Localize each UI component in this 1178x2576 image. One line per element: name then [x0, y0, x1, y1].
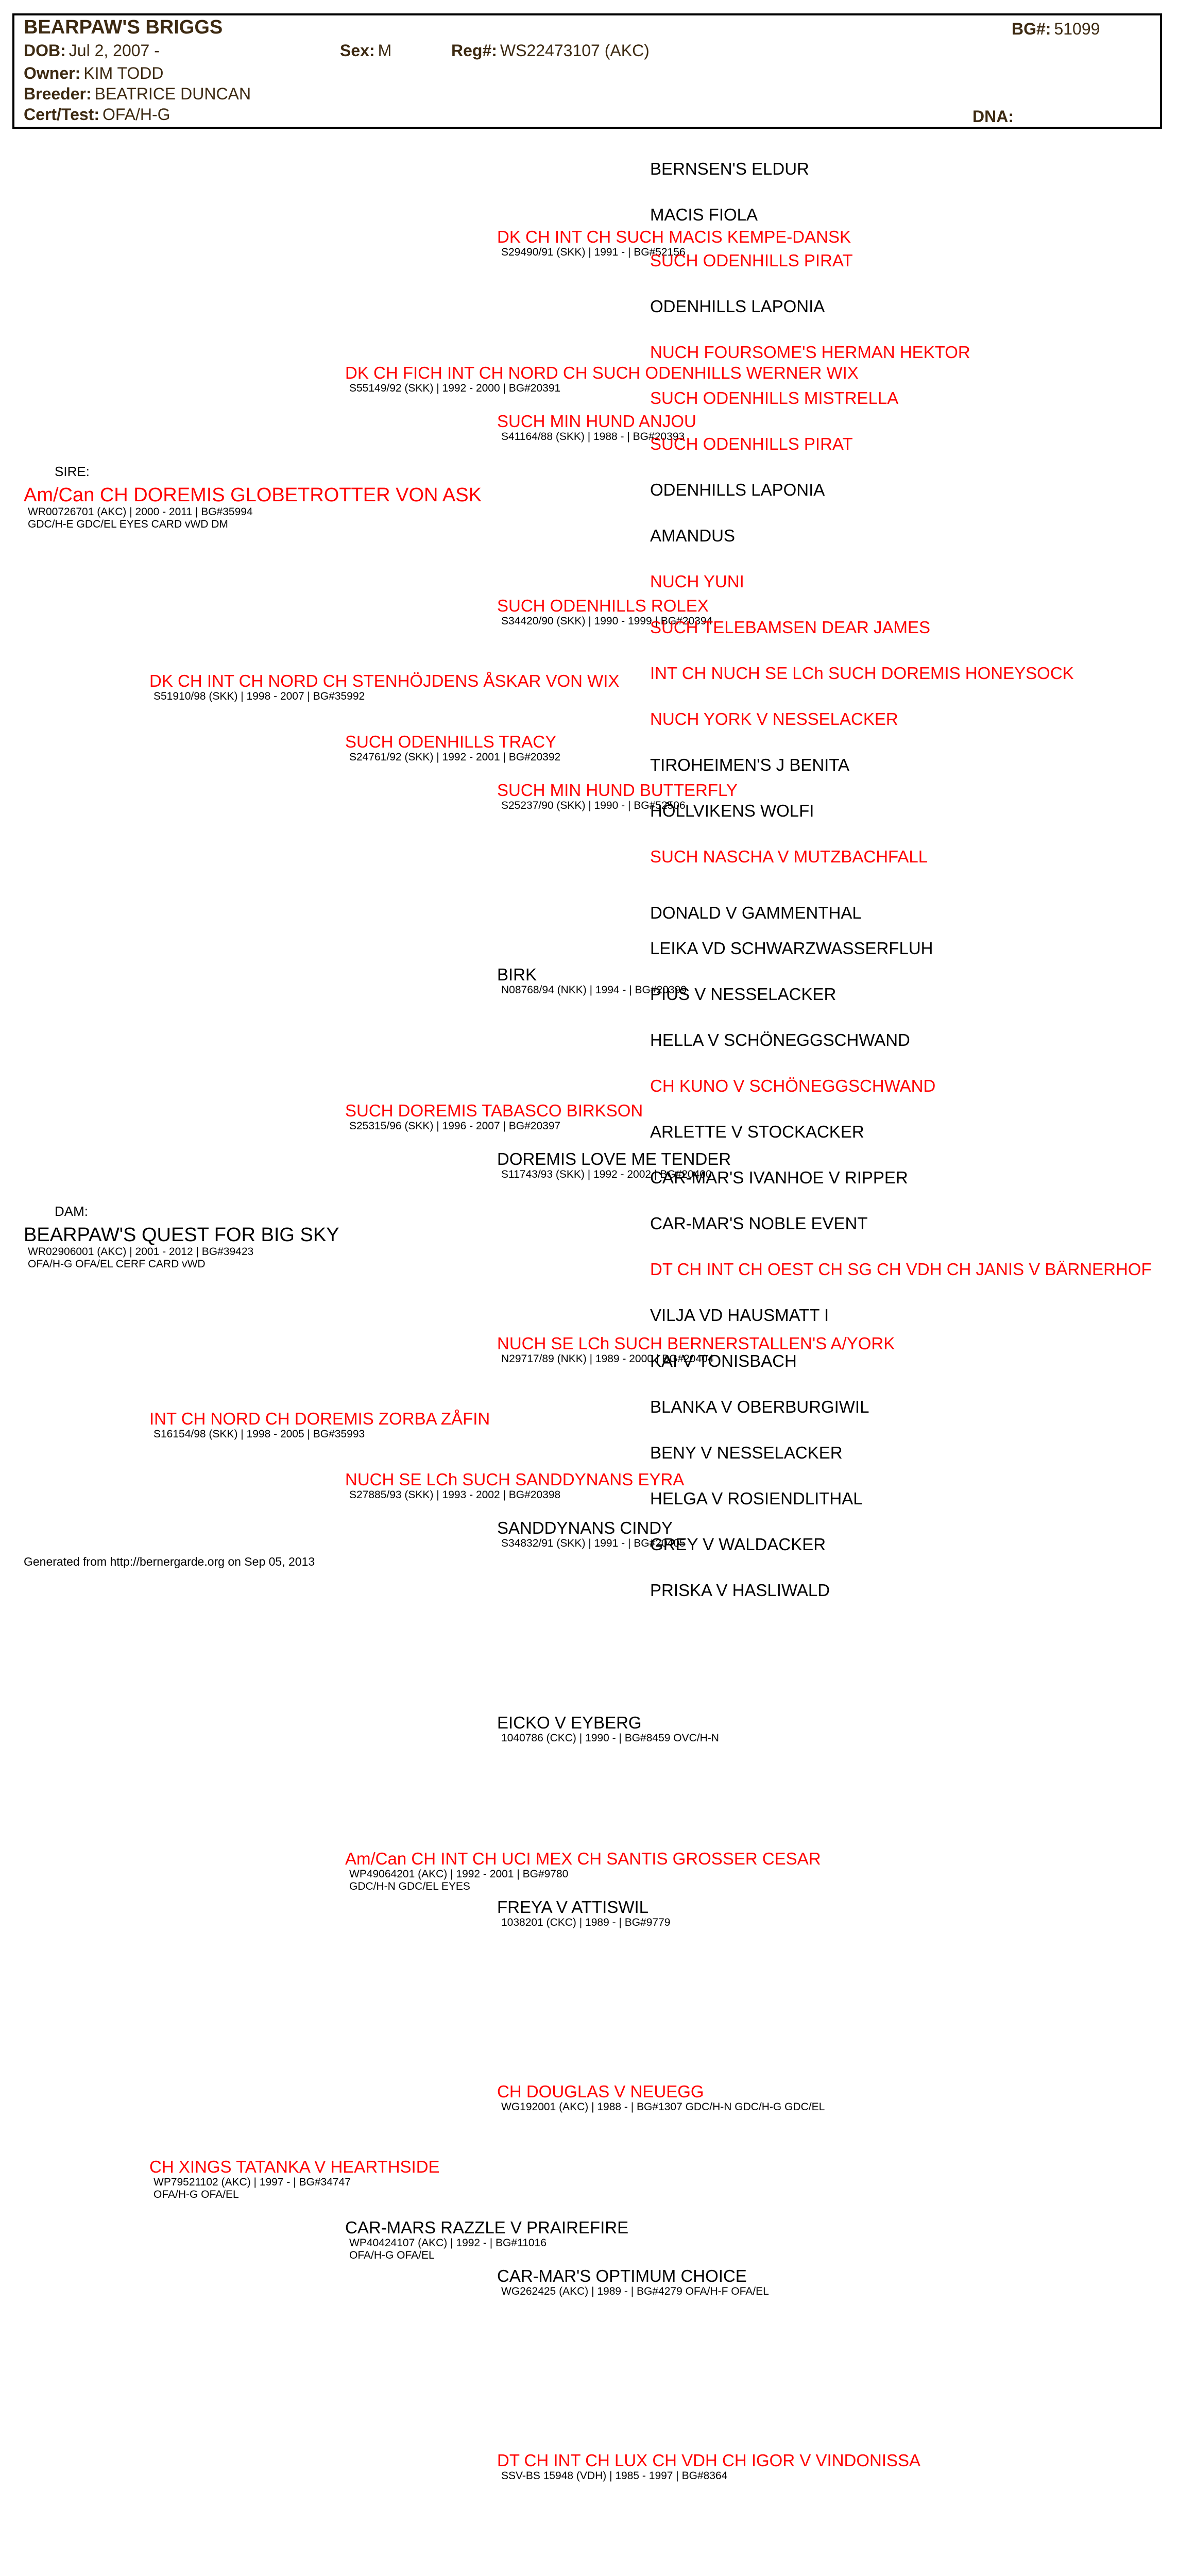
- dog-entry-detail: S25237/90 (SKK) | 1990 - | BG#52506: [501, 800, 686, 811]
- dog-entry-name: BIRK: [497, 965, 537, 984]
- dog-entry-name: FREYA V ATTISWIL: [497, 1897, 649, 1917]
- owner-value: KIM TODD: [83, 64, 164, 82]
- dog-entry-name: INT CH NORD CH DOREMIS ZORBA ZÅFIN: [149, 1409, 490, 1428]
- sex-value: M: [378, 41, 392, 60]
- footer-note: Generated from http://bernergarde.org on Sep 05, 2013: [24, 1555, 315, 1568]
- pedigree-entry-gen3: [497, 1714, 719, 1744]
- dog-entry-name: ARLETTE V STOCKACKER: [650, 1122, 864, 1141]
- dog-entry-name: NUCH YUNI: [650, 572, 744, 591]
- dog-entry-name: SUCH MIN HUND ANJOU: [497, 412, 696, 431]
- registration: [451, 41, 650, 60]
- pedigree-entry-gen4: [650, 802, 814, 820]
- pedigree-entry-gen4: [650, 664, 1074, 683]
- dog-entry-name: CAR-MAR'S OPTIMUM CHOICE: [497, 2266, 747, 2285]
- pedigree-entry-gen4: [650, 206, 758, 224]
- dog-entry-name: Am/Can CH DOREMIS GLOBETROTTER VON ASK: [24, 484, 482, 506]
- dog-entry-name: NUCH SE LCh SUCH BERNERSTALLEN'S A/YORK: [497, 1334, 895, 1353]
- pedigree-entry-gen2: [345, 1850, 821, 1893]
- pedigree-entry-gen4: [650, 848, 928, 866]
- dog-entry-detail: OFA/H-G OFA/EL: [153, 2189, 239, 2200]
- dog-entry-name: SUCH MIN HUND BUTTERFLY: [497, 781, 738, 800]
- dog-entry-name: HÖLLVIKENS WOLFI: [650, 801, 814, 820]
- pedigree-entry-gen4: [650, 1123, 864, 1141]
- pedigree-entry-gen4: [650, 251, 853, 270]
- dna: [972, 107, 1017, 126]
- dog-entry-detail: WG262425 (AKC) | 1989 - | BG#4279 OFA/H-F OFA/EL: [501, 2285, 769, 2297]
- dog-entry-detail: S29490/91 (SKK) | 1991 - | BG#52156: [501, 246, 686, 258]
- dog-entry-name: PRISKA V HASLIWALD: [650, 1581, 830, 1600]
- dog-entry-name: DK CH FICH INT CH NORD CH SUCH ODENHILLS WERNER WIX: [345, 363, 859, 382]
- dog-entry-name: DK CH INT CH NORD CH STENHÖJDENS ÅSKAR VON WIX: [149, 671, 620, 690]
- pedigree-entry-gen4: [650, 1444, 843, 1462]
- dog-entry-name: DT CH INT CH LUX CH VDH CH IGOR V VINDONISSA: [497, 2451, 921, 2470]
- pedigree-entry-gen4: [650, 985, 836, 1004]
- pedigree-entry-gen0: [24, 484, 482, 531]
- pedigree-entry-gen4: [650, 939, 933, 958]
- dog-entry-detail: WR00726701 (AKC) | 2000 - 2011 | BG#35994: [28, 506, 253, 518]
- dog-entry-name: SUCH ODENHILLS PIRAT: [650, 434, 853, 453]
- dog-entry-detail: S41164/88 (SKK) | 1988 - | BG#20393: [501, 431, 685, 443]
- dog-entry-detail: S27885/93 (SKK) | 1993 - 2002 | BG#20398: [349, 1489, 561, 1501]
- dog-entry-name: VILJA VD HAUSMATT I: [650, 1306, 829, 1325]
- pedigree-entry-gen4: [650, 435, 853, 453]
- pedigree-entry-gen4: [650, 160, 809, 178]
- pedigree-entry-gen4: [650, 572, 744, 591]
- dog-entry-name: NUCH SE LCh SUCH SANDDYNANS EYRA: [345, 1470, 685, 1489]
- dog-entry-detail: N29717/89 (NKK) | 1989 - 2000 | BG#20404: [501, 1353, 714, 1365]
- dog-entry-name: BEARPAW'S QUEST FOR BIG SKY: [24, 1224, 339, 1246]
- dog-entry-name: BERNSEN'S ELDUR: [650, 159, 809, 178]
- sire-label: SIRE:: [55, 464, 90, 479]
- pedigree-entry-gen1: [149, 1410, 490, 1440]
- cert-test: [24, 105, 170, 124]
- pedigree-entry-gen2: [345, 2218, 628, 2262]
- dog-entry-detail: WR02906001 (AKC) | 2001 - 2012 | BG#39423: [28, 1246, 254, 1258]
- pedigree-entry-gen4: [650, 710, 898, 728]
- pedigree-entry-gen4: [650, 1489, 863, 1508]
- dog-entry-name: AMANDUS: [650, 526, 736, 545]
- bg-value: 51099: [1054, 20, 1100, 38]
- bg-label: BG#:: [1012, 20, 1051, 38]
- cert-value: OFA/H-G: [102, 105, 170, 124]
- owner-label: Owner:: [24, 64, 81, 82]
- dog-entry-name: SUCH ODENHILLS TRACY: [345, 732, 557, 751]
- sex-label: Sex:: [340, 41, 375, 60]
- dog-entry-name: CAR-MARS RAZZLE V PRAIREFIRE: [345, 2218, 629, 2237]
- dog-entry-detail: SSV-BS 15948 (VDH) | 1985 - 1997 | BG#8364: [501, 2470, 728, 2482]
- dog-entry-name: LEIKA VD SCHWARZWASSERFLUH: [650, 939, 933, 958]
- dog-entry-name: MACIS FIOLA: [650, 205, 758, 224]
- breeder-label: Breeder:: [24, 84, 92, 103]
- dog-entry-detail: 1040786 (CKC) | 1990 - | BG#8459 OVC/H-N: [501, 1732, 719, 1744]
- pedigree-entry-gen4: [650, 756, 849, 774]
- dog-entry-name: EICKO V EYBERG: [497, 1713, 642, 1732]
- dam-label: DAM:: [55, 1204, 88, 1219]
- dog-entry-detail: S25315/96 (SKK) | 1996 - 2007 | BG#20397: [349, 1120, 561, 1132]
- dog-entry-name: SUCH DOREMIS TABASCO BIRKSON: [345, 1101, 643, 1120]
- dog-entry-name: CH XINGS TATANKA V HEARTHSIDE: [149, 2157, 440, 2176]
- bg-number: [1012, 20, 1100, 39]
- dog-entry-name: CAR-MAR'S NOBLE EVENT: [650, 1214, 868, 1233]
- pedigree-entry-gen1: [149, 2158, 440, 2201]
- dog-header-box: [12, 13, 1162, 129]
- dog-entry-name: DT CH INT CH OEST CH SG CH VDH CH JANIS V BÄRNERHOF: [650, 1260, 1152, 1279]
- dog-entry-detail: OFA/H-G OFA/EL: [349, 2249, 435, 2261]
- pedigree-entry-gen4: [650, 618, 930, 637]
- cert-label: Cert/Test:: [24, 105, 99, 124]
- pedigree-entry-gen4: [650, 1535, 826, 1554]
- dog-entry-detail: S55149/92 (SKK) | 1992 - 2000 | BG#20391: [349, 382, 561, 394]
- dog-entry-name: KAI V TONISBACH: [650, 1351, 797, 1370]
- reg-value: WS22473107 (AKC): [500, 41, 650, 60]
- dog-entry-name: GREY V WALDACKER: [650, 1535, 826, 1554]
- pedigree-entry-gen0: [24, 1224, 339, 1270]
- dog-entry-name: INT CH NUCH SE LCh SUCH DOREMIS HONEYSOCK: [650, 664, 1074, 683]
- dog-entry-name: NUCH FOURSOME'S HERMAN HEKTOR: [650, 343, 970, 362]
- owner: [24, 64, 164, 83]
- pedigree-entry-gen4: [650, 481, 825, 499]
- pedigree-entry-gen1: [149, 672, 619, 703]
- dog-entry-detail: WP79521102 (AKC) | 1997 - | BG#34747: [153, 2176, 351, 2188]
- dob-label: DOB:: [24, 41, 66, 60]
- pedigree-entry-gen3: [497, 2451, 920, 2482]
- dob: [24, 41, 160, 60]
- pedigree-entry-gen3: [497, 2267, 769, 2298]
- dog-entry-detail: S24761/92 (SKK) | 1992 - 2001 | BG#20392: [349, 751, 561, 763]
- dog-entry-name: SUCH TELEBAMSEN DEAR JAMES: [650, 618, 931, 637]
- dog-entry-name: TIROHEIMEN'S J BENITA: [650, 755, 850, 774]
- dog-entry-name: BENY V NESSELACKER: [650, 1443, 843, 1462]
- dog-entry-detail: WG192001 (AKC) | 1988 - | BG#1307 GDC/H-N GDC/H-G GDC/EL: [501, 2101, 825, 2113]
- dog-entry-name: SUCH ODENHILLS PIRAT: [650, 251, 853, 270]
- dog-entry-detail: S11743/93 (SKK) | 1992 - 2002 | BG#20400: [501, 1168, 712, 1180]
- dog-entry-name: DONALD V GAMMENTHAL: [650, 903, 862, 922]
- pedigree-entry-gen3: [497, 1898, 670, 1929]
- dog-entry-name: SUCH ODENHILLS ROLEX: [497, 596, 709, 615]
- dog-entry-name: CH KUNO V SCHÖNEGGSCHWAND: [650, 1076, 936, 1095]
- dog-entry-detail: 1038201 (CKC) | 1989 - | BG#9779: [501, 1917, 671, 1928]
- dog-entry-name: DK CH INT CH SUCH MACIS KEMPE-DANSK: [497, 227, 851, 246]
- dog-entry-name: DOREMIS LOVE ME TENDER: [497, 1149, 731, 1168]
- pedigree-entry-gen4: [650, 1168, 908, 1187]
- dog-entry-name: ODENHILLS LAPONIA: [650, 480, 825, 499]
- pedigree-entry-gen4: [650, 343, 970, 362]
- dog-entry-name: Am/Can CH INT CH UCI MEX CH SANTIS GROSSER CESAR: [345, 1849, 821, 1868]
- dog-entry-name: SANDDYNANS CINDY: [497, 1518, 673, 1537]
- dog-entry-detail: S34832/91 (SKK) | 1991 - | BG#20405: [501, 1537, 686, 1549]
- dog-entry-name: ODENHILLS LAPONIA: [650, 297, 825, 316]
- pedigree-entry-gen4: [650, 904, 862, 922]
- dog-entry-name: HELGA V ROSIENDLITHAL: [650, 1489, 863, 1508]
- dog-entry-detail: WP40424107 (AKC) | 1992 - | BG#11016: [349, 2237, 547, 2249]
- pedigree-entry-gen4: [650, 1260, 1152, 1279]
- dog-entry-name: PIUS V NESSELACKER: [650, 985, 836, 1004]
- dog-entry-detail: OFA/H-G OFA/EL CERF CARD vWD: [28, 1258, 206, 1270]
- breeder: [24, 84, 251, 104]
- pedigree-entry-gen4: [650, 1077, 935, 1095]
- dog-entry-detail: WP49064201 (AKC) | 1992 - 2001 | BG#9780: [349, 1868, 569, 1880]
- dog-entry-name: NUCH YORK V NESSELACKER: [650, 709, 898, 728]
- dog-entry-detail: GDC/H-N GDC/EL EYES: [349, 1880, 470, 1892]
- sex: [340, 41, 391, 60]
- pedigree-entry-gen4: [650, 1581, 830, 1600]
- pedigree-entry-gen4: [650, 527, 735, 545]
- pedigree-entry-gen4: [650, 1352, 797, 1370]
- dog-entry-name: BLANKA V OBERBURGIWIL: [650, 1397, 869, 1416]
- pedigree-entry-gen3: [497, 2082, 825, 2113]
- dna-label: DNA:: [972, 107, 1014, 126]
- dog-entry-detail: S16154/98 (SKK) | 1998 - 2005 | BG#35993: [153, 1428, 365, 1440]
- pedigree-entry-gen4: [650, 1398, 869, 1416]
- dog-entry-name: SUCH ODENHILLS MISTRELLA: [650, 388, 899, 408]
- dog-entry-detail: S34420/90 (SKK) | 1990 - 1999 | BG#20394: [501, 615, 713, 627]
- pedigree-entry-gen2: [345, 733, 560, 764]
- dog-entry-detail: N08768/94 (NKK) | 1994 - | BG#20399: [501, 984, 687, 996]
- breeder-value: BEATRICE DUNCAN: [94, 84, 251, 103]
- pedigree-entry-gen2: [345, 1101, 643, 1132]
- dog-entry-name: HELLA V SCHÖNEGGSCHWAND: [650, 1030, 910, 1049]
- dog-entry-detail: S51910/98 (SKK) | 1998 - 2007 | BG#35992: [153, 690, 365, 702]
- pedigree-entry-gen4: [650, 297, 825, 316]
- pedigree-entry-gen2: [345, 1470, 684, 1501]
- dog-entry-detail: GDC/H-E GDC/EL EYES CARD vWD DM: [28, 518, 228, 530]
- dog-name: BEARPAW'S BRIGGS: [24, 16, 223, 38]
- reg-label: Reg#:: [451, 41, 497, 60]
- dob-value: Jul 2, 2007 -: [69, 41, 160, 60]
- dog-entry-name: CH DOUGLAS V NEUEGG: [497, 2082, 704, 2101]
- pedigree-entry-gen4: [650, 1214, 868, 1233]
- dog-entry-name: SUCH NASCHA V MUTZBACHFALL: [650, 847, 928, 866]
- pedigree-entry-gen4: [650, 1306, 829, 1325]
- dog-entry-name: CAR-MAR'S IVANHOE V RIPPER: [650, 1168, 908, 1187]
- pedigree-entry-gen4: [650, 389, 898, 408]
- pedigree-entry-gen4: [650, 1031, 910, 1049]
